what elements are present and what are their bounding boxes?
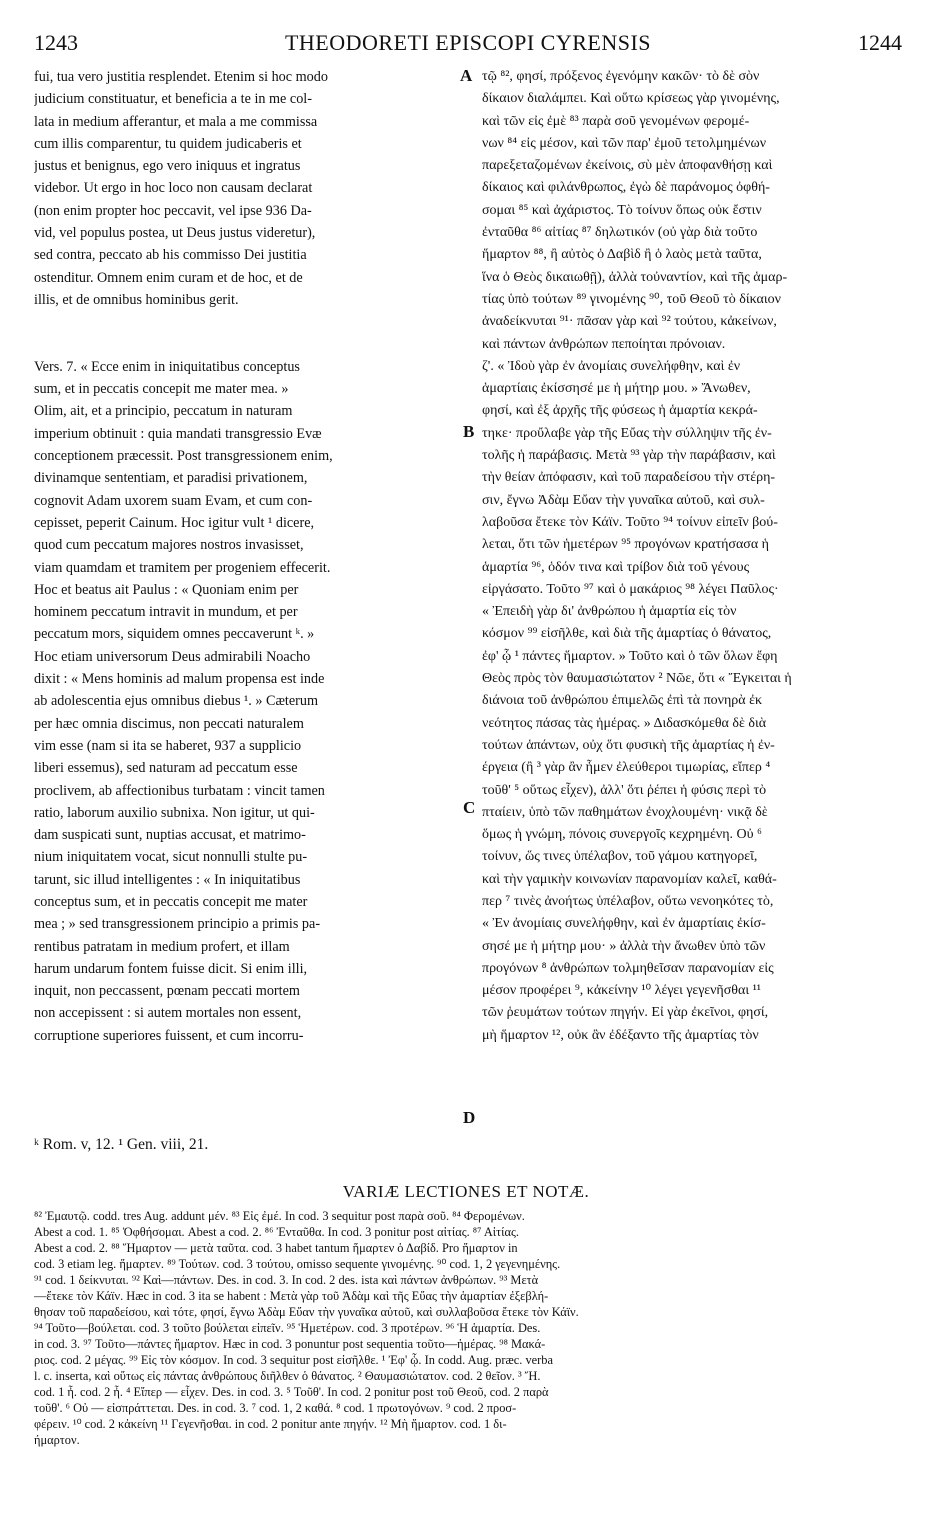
text-line: ὅμως ἡ γνώμη, πόνοις συνεργοῖς κεχρημένη. Οὐ ⁶: [482, 827, 762, 843]
text-line: dixit : « Mens hominis ad malum propensa est inde: [34, 671, 325, 688]
text-line: proclivem, ab affectionibus turbatam : vincit tamen: [34, 782, 325, 799]
text-line: ἐνταῦθα ⁸⁶ αἰτίας ⁸⁷ δηλωτικόν (οὐ γὰρ διὰ τοῦτο: [482, 225, 758, 241]
running-title: THEODORETI EPISCOPI CYRENSIS: [284, 30, 652, 55]
text-line: nium iniquitatem vocat, sicut nonnulli stulte pu-: [34, 849, 308, 866]
text-line: πταίειν, ὑπὸ τῶν παθημάτων ἐνοχλουμένη· νικᾷ δὲ: [482, 804, 768, 820]
text-line: σησέ με ἡ μήτηρ μου· » ἀλλὰ τὴν ἄνωθεν ὑπὸ τῶν: [482, 938, 766, 954]
text-line: peccatum mors, siquidem omnes peccaverunt ᵏ. »: [34, 626, 315, 643]
text-line: τολῆς ἡ παράβασις. Μετὰ ⁹³ γὰρ τὴν παράβασιν, καὶ: [482, 448, 776, 464]
text-line: Vers. 7. « Ecce enim in iniquitatibus conceptus: [34, 358, 300, 375]
text-line: Abest a cod. 1. ⁸⁵ Ὀφθήσομαι. Abest a cod. 2. ⁸⁶ Ἐνταῦθα. In cod. 3 ponitur post αἰτίας. ⁸⁷ Αἰτίας.: [34, 1225, 519, 1239]
text-line: τοίνυν, ὥς τινες ὑπέλαβον, τοῦ γάμου κατηγορεῖ,: [482, 849, 758, 865]
text-line: harum undarum fontem fuisse dicit. Si enim illi,: [34, 960, 308, 977]
section-marker-d: D: [463, 1108, 476, 1127]
text-line: l. c. inserta, καὶ οὕτως εἰς πάντας ἀνθρώπους διῆλθεν ὁ θάνατος. ² Θαυμασιώτατον. cod. 2 θεῖον. ³ Ἤ.: [34, 1369, 541, 1383]
text-line: Hoc etiam universorum Deus admirabili Noacho: [34, 648, 311, 665]
text-line: judicium constituatur, et beneficia a te in me col-: [34, 91, 312, 108]
section-marker-c: C: [463, 798, 476, 817]
text-line: λεται, ὅτι τῶν ἡμετέρων ⁹⁵ προγόνων κρατήσασα ἡ: [482, 537, 769, 553]
section-marker-a: A: [460, 66, 473, 85]
text-line: viam quamdam et tramitem per progeniem effecerit.: [34, 559, 331, 576]
text-line: videbor. Ut ergo in hoc loco non causam declarat: [34, 180, 313, 197]
text-line: ⁹⁴ Τοῦτο—βούλεται. cod. 3 τοῦτο βούλεται εἰπεῖν. ⁹⁵ Ἡμετέρων. cod. 3 προτέρων. ⁹⁶ Ἡ ἁμαρτία. Des.: [34, 1321, 541, 1335]
text-line: κόσμον ⁹⁹ εἰσῆλθε, καὶ διὰ τῆς ἁμαρτίας ὁ θάνατος,: [482, 626, 772, 642]
text-line: ⁸² Ἐμαυτῷ. codd. tres Aug. addunt μέν. ⁸³ Εἰς ἐμέ. In cod. 3 sequitur post παρὰ σοῦ. ⁸⁴ Φερομένων.: [34, 1209, 525, 1223]
text-line: τοῦθ' ⁵ οὕτως εἶχεν), ἀλλ' ὅτι ῥέπει ἡ φύσις περὶ τὸ: [482, 782, 767, 798]
text-line: τηκε· προὔλαβε γὰρ τῆς Εὔας τὴν σύλληψιν τῆς ἐν-: [482, 425, 772, 441]
text-line: ήμαρτον.: [34, 1433, 80, 1447]
text-line: εἰργάσατο. Τοῦτο ⁹⁷ καὶ ὁ μακάριος ⁹⁸ λέγει Παῦλος·: [482, 581, 779, 597]
text-line: —ἔτεκε τὸν Κάϊν. Hæc in cod. 3 ita se habent : Μετὰ γὰρ τοῦ Ἀδὰμ καὶ τῆς Εὔας τὴν ἁμαρτίαν ἐξεβλή-: [34, 1289, 549, 1303]
text-line: φέρειν. ¹⁰ cod. 2 κἀκείνη ¹¹ Γεγενῆσθαι. in cod. 2 ponitur ante πηγήν. ¹² Μὴ ἥμαρτον. cod. 1 δι-: [34, 1417, 507, 1431]
text-line: per hæc omnia discimus, non peccati naturalem: [34, 715, 304, 732]
text-line: liberi essemus), sed naturam ad peccatum esse: [34, 760, 298, 777]
text-line: sed contra, peccato ab his commisso Dei justitia: [34, 247, 307, 264]
text-line: ἐφ' ᾧ ¹ πάντες ἥμαρτον. » Τοῦτο καὶ ὁ τῶν ὅλων ἔφη: [482, 648, 778, 664]
text-line: τῷ ⁸², φησί, πρόξενος ἐγενόμην κακῶν· τὸ δὲ σὸν: [482, 69, 760, 84]
text-line: cepisset, peperit Cainum. Hoc igitur vult ¹ dicere,: [34, 514, 315, 531]
text-line: (non enim propter hoc peccavit, vel ipse 936 Da-: [34, 202, 312, 219]
text-line: ostenditur. Omnem enim curam et de hoc, et de: [34, 269, 303, 286]
text-line: ratio, laborum auxilio subnixa. Non igitur, ut qui-: [34, 804, 315, 821]
text-line: dam suspicati sunt, nuptias accusat, et matrimo-: [34, 827, 306, 844]
notes-heading: VARIÆ LECTIONES ET NOTÆ.: [342, 1182, 590, 1201]
text-line: νεότητος πάσας τὰς ἡμέρας. » Διδασκόμεθα δὲ διὰ: [482, 715, 767, 731]
text-line: δίκαιον διαλάμπει. Καὶ οὕτω κρίσεως γὰρ γινομένης,: [482, 91, 780, 107]
text-line: justus et benignus, ego vero iniquus et ingratus: [34, 158, 301, 175]
text-line: λαβοῦσα ἔτεκε τὸν Κάϊν. Τοῦτο ⁹⁴ τοίνυν εἰπεῖν βού-: [482, 514, 778, 530]
text-line: non accepissent : si autem mortales non essent,: [34, 1005, 302, 1022]
text-line: τὴν θείαν ἀπόφασιν, καὶ τοῦ παραδείσου τὴν στέρη-: [482, 470, 776, 486]
text-line: ἁμαρτία ⁹⁶, ὁδόν τινα καὶ τρίβον διὰ τοῦ γένους: [482, 559, 750, 575]
text-line: cod. 1 ἦ. cod. 2 ἦ. ⁴ Εἴπερ — εἶχεν. Des. in cod. 3. ⁵ Τοῦθ'. In cod. 2 ponitur post τοῦ Θεοῦ, cod. 2 παρὰ: [34, 1385, 549, 1399]
text-line: conceptus sum, et in peccatis concepit me mater: [34, 893, 308, 910]
text-line: μὴ ἥμαρτον ¹², οὐκ ἂν ἐδέξαντο τῆς ἁμαρτίας τὸν: [482, 1027, 759, 1043]
text-line: quod cum peccatum majores nostros invasisset,: [34, 537, 304, 554]
footnotes: [34, 1134, 734, 1156]
text-line: tarunt, sic illud intelligentes : « In iniquitatibus: [34, 871, 301, 888]
text-line: τίας ὑπὸ τούτων ⁸⁹ γινομένης ⁹⁰, τοῦ Θεοῦ τὸ δίκαιον: [482, 291, 781, 307]
text-line: Abest a cod. 2. ⁸⁸ Ἥμαρτον — μετὰ ταῦτα. cod. 3 habet tantum ἥμαρτεν ὁ Δαβίδ. Pro ἥμαρτον in: [34, 1241, 518, 1255]
text-line: νων ⁸⁴ εἰς μέσον, καὶ τῶν παρ' ἐμοῦ τετολμημένων: [482, 135, 767, 151]
text-line: ἁμαρτίαις ἐκίσσησέ με ἡ μήτηρ μου. » Ἄνωθεν,: [482, 381, 751, 397]
column-number-left: 1243: [34, 30, 78, 55]
running-header: [34, 30, 902, 60]
text-line: lata in medium afferantur, et mala a me commissa: [34, 113, 318, 130]
text-line: « Ἐπειδὴ γὰρ δι' ἀνθρώπου ἡ ἁμαρτία εἰς τὸν: [482, 604, 737, 620]
variant-readings: [34, 1208, 904, 1448]
text-line: ἵνα ὁ Θεὸς δικαιωθῇ), ἀλλὰ τοὐναντίον, καὶ τῆς ἁμαρ-: [482, 269, 788, 285]
text-line: illis, et de omnibus hominibus gerit.: [34, 291, 239, 308]
text-line: φησί, καὶ ἐξ ἀρχῆς τῆς φύσεως ἡ ἁμαρτία κεκρά-: [482, 403, 758, 419]
text-line: ζ'. « Ἰδοὺ γὰρ ἐν ἀνομίαις συνελήφθην, καὶ ἐν: [482, 358, 741, 374]
text-line: δίκαιος καὶ φιλάνθρωπος, ἐγὼ δὲ παράνομος ὀφθή-: [482, 180, 770, 196]
text-line: conceptionem præcessit. Post transgressionem enim,: [34, 448, 333, 465]
text-line: διάνοια τοῦ ἀνθρώπου ἐπιμελῶς ἐπὶ τὰ πονηρὰ ἐκ: [482, 693, 763, 709]
text-line: ἥμαρτον ⁸⁸, ἢ αὐτὸς ὁ Δαβὶδ ἢ ὁ λαὸς μετὰ ταῦτα,: [482, 247, 762, 263]
text-line: σομαι ⁸⁵ καὶ ἀχάριστος. Τὸ τοίνυν ὅπως οὐκ ἔστιν: [482, 202, 762, 218]
column-number-right: 1244: [858, 30, 902, 55]
text-line: καὶ τὴν γαμικὴν κοινωνίαν παρανομίαν καλεῖ, καθά-: [482, 871, 777, 887]
text-line: τούτων ἁπάντων, οὐχ ὅτι φυσικὴ τῆς ἁμαρτίας ἡ ἐν-: [482, 737, 775, 753]
text-line: sum, et in peccatis concepit me mater mea. »: [34, 381, 289, 398]
text-line: vim esse (nam si ita se haberet, 937 a supplicio: [34, 737, 302, 754]
text-line: θησαν τοῦ παραδείσου, καὶ τότε, φησί, ἔγνω Ἀδὰμ Εὔαν τὴν γυναῖκα αὐτοῦ, καὶ συλλαβοῦσα ἔτεκε τὸν Κάϊν.: [34, 1305, 579, 1319]
text-line: cognovit Adam uxorem suam Evam, et cum con-: [34, 492, 313, 509]
greek-column: [482, 66, 906, 1047]
text-line: μέσον προφέρει ⁹, κἀκείνην ¹⁰ λέγει γεγενῆσθαι ¹¹: [482, 983, 761, 999]
latin-column: [34, 66, 456, 1047]
text-line: « Ἐν ἀνομίαις συνελήφθην, καὶ ἐν ἁμαρτίαις ἐκίσ-: [482, 916, 766, 932]
text-line: Hoc et beatus ait Paulus : « Quoniam enim per: [34, 581, 299, 598]
blank-line: [34, 311, 456, 333]
text-line: ab adolescentia ejus omnibus diebus ¹. » Cæterum: [34, 693, 319, 710]
text-line: imperium obtinuit : quia mandati transgressio Evæ: [34, 425, 322, 442]
text-line: περ ⁷ τινὲς ἀνοήτως ὑπέλαβον, οὕτω νενοηκότες τὸ,: [482, 893, 774, 909]
text-line: hominem peccatum intravit in mundum, et per: [34, 604, 298, 621]
text-line: mea ; » sed transgressionem principio a primis pa-: [34, 916, 321, 933]
text-line: divinamque sententiam, et paradisi privationem,: [34, 470, 308, 487]
text-line: Olim, ait, et a principio, peccatum in naturam: [34, 403, 293, 420]
text-line: cod. 3 etiam leg. ἥμαρτεν. ⁸⁹ Τούτων. cod. 3 τούτου, omisso sequente γινομένης. ⁹⁰ cod. 1, 2 γεγενημένης.: [34, 1257, 561, 1271]
text-line: ἀναδείκνυται ⁹¹· πᾶσαν γὰρ καὶ ⁹² τούτου, κἀκείνων,: [482, 314, 777, 330]
text-line: έργεια (ἢ ³ γὰρ ἂν ἦμεν ἐλεύθεροι τιμωρίας, εἴπερ ⁴: [482, 760, 771, 776]
blank-line: [34, 334, 456, 356]
text-line: προγόνων ⁸ ἀνθρώπων τολμηθεῖσαν παρανομίαν εἰς: [482, 960, 774, 976]
text-line: τοῦθ'. ⁶ Οὐ — εἰσπράττεται. Des. in cod. 3. ⁷ cod. 1, 2 καθά. ⁸ cod. 1 πρωτογόνων. ⁹ cod. 2 προσ-: [34, 1401, 517, 1415]
text-line: rentibus patratam in medium profert, et illam: [34, 938, 290, 955]
text-line: παρεξεταζομένων ἐκείνοις, σὺ μὲν ἀποφανθήσῃ καὶ: [482, 158, 773, 174]
text-line: ⁹¹ cod. 1 δείκνυται. ⁹² Καὶ—πάντων. Des. in cod. 3. In cod. 2 des. ista καὶ πάντων ἀνθρώπων. ⁹³ Μετὰ: [34, 1273, 539, 1287]
text-line: vid, vel populus postea, ut Deus justus videretur),: [34, 225, 316, 242]
text-line: inquit, non peccassent, pœnam peccati mortem: [34, 983, 300, 1000]
footnote-line: ᵏ Rom. v, 12. ¹ Gen. viii, 21.: [34, 1136, 209, 1153]
text-line: cum illis comparentur, tu quidem judicaberis et: [34, 135, 302, 152]
text-line: καὶ πάντων ἀνθρώπων πεποίηται πρόνοιαν.: [482, 336, 726, 352]
text-line: τῶν ῥευμάτων τούτων πηγήν. Εἰ γὰρ ἐκεῖνοι, φησί,: [482, 1005, 769, 1021]
text-line: in cod. 3. ⁹⁷ Τοῦτο—πάντες ἥμαρτον. Hæc in cod. 3 ponuntur post sequentia τοῦτο—ἡμέρας. ⁹⁸ Μακά-: [34, 1337, 546, 1351]
section-marker-b: B: [463, 422, 475, 441]
text-line: καὶ τῶν εἰς ἐμὲ ⁸³ παρὰ σοῦ γενομένων φερομέ-: [482, 113, 750, 129]
text-line: corruptione superiores fuissent, et cum incorru-: [34, 1027, 304, 1044]
text-line: ριος. cod. 2 μέγας. ⁹⁹ Εἰς τὸν κόσμον. In cod. 3 sequitur post εἰσῆλθε. ¹ Ἐφ' ᾧ. In codd. Aug. præc. verba: [34, 1353, 553, 1367]
text-line: fui, tua vero justitia resplendet. Etenim si hoc modo: [34, 69, 328, 85]
text-line: Θεὸς πρὸς τὸν θαυμασιώτατον ² Νῶε, ὅτι « Ἔγκειται ἡ: [482, 671, 792, 687]
text-line: σιν, ἔγνω Ἀδὰμ Εὔαν τὴν γυναῖκα αὐτοῦ, καὶ συλ-: [482, 492, 765, 508]
